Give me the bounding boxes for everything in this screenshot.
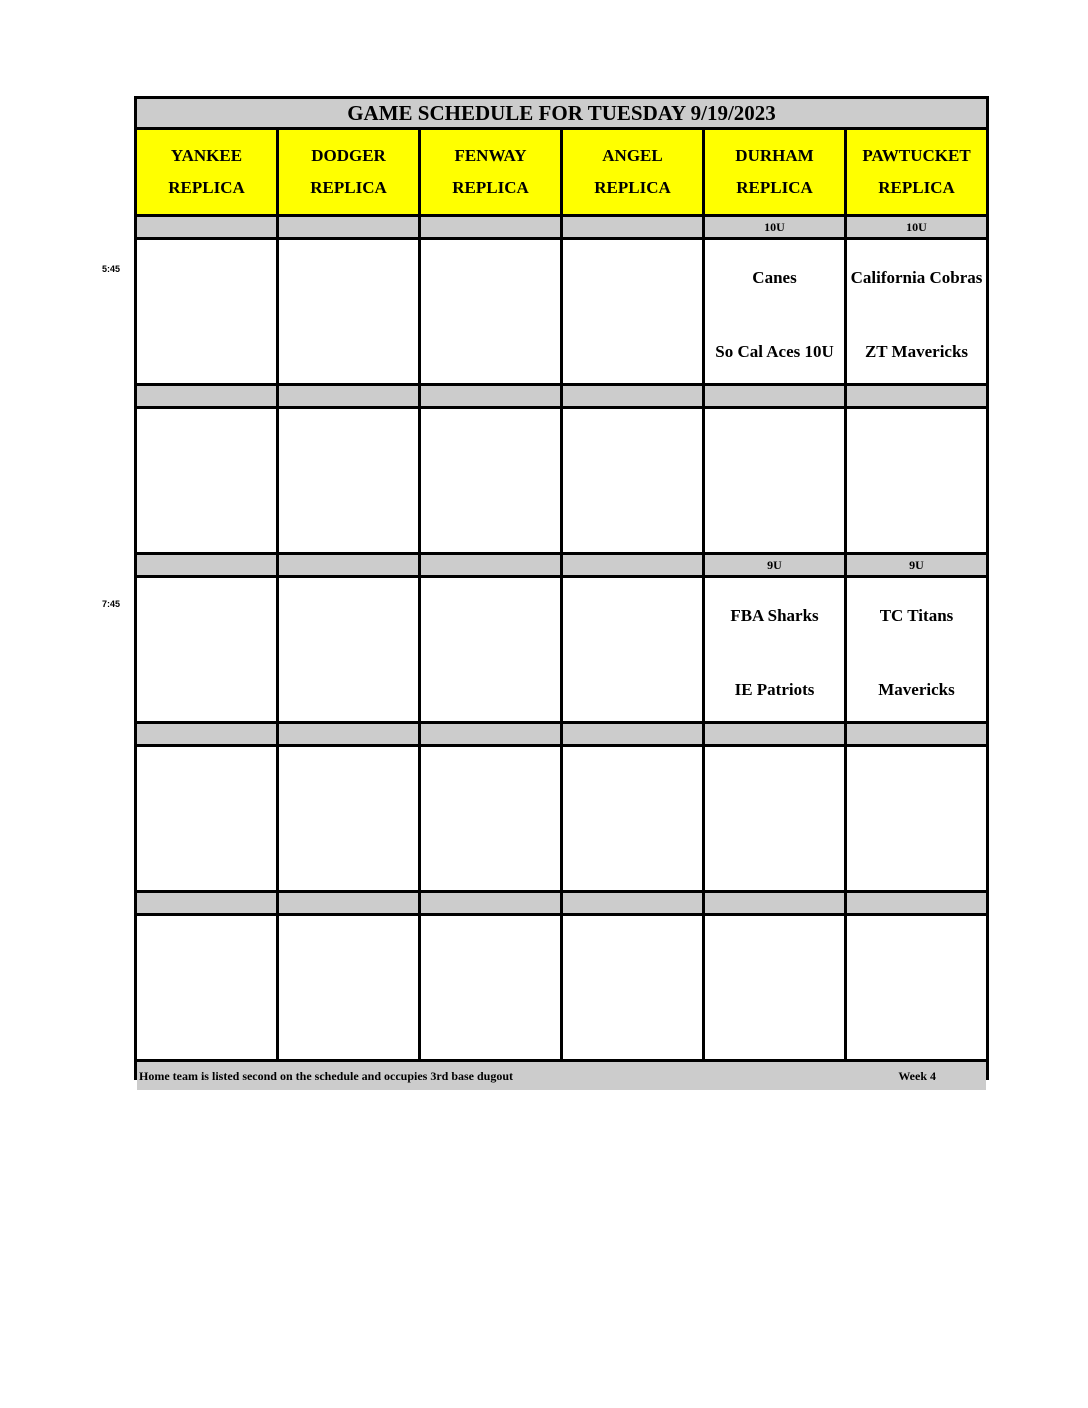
division-band	[137, 893, 276, 913]
time-label: 7:45	[102, 599, 121, 609]
game-slot	[421, 409, 560, 552]
division-band	[847, 386, 986, 406]
division-band: 9U	[847, 555, 986, 575]
division-band	[279, 217, 418, 237]
field-type: REPLICA	[594, 178, 671, 197]
division-band	[705, 893, 844, 913]
game-slot	[279, 409, 418, 552]
game-slot	[137, 409, 276, 552]
game-slot	[563, 747, 702, 890]
division-band	[421, 724, 560, 744]
field-header-angel	[563, 130, 702, 214]
field-name: YANKEE	[170, 146, 243, 165]
division-band	[705, 724, 844, 744]
game-slot	[847, 747, 986, 890]
field-header-yankee	[137, 130, 276, 214]
away-team: TC Titans	[879, 606, 954, 625]
game-slot	[705, 409, 844, 552]
game-slot	[563, 916, 702, 1059]
division-band	[137, 555, 276, 575]
field-name: ANGEL	[602, 146, 663, 165]
game-slot	[421, 240, 560, 383]
game-slot	[847, 409, 986, 552]
division-band	[563, 555, 702, 575]
game-slot	[563, 240, 702, 383]
division-band	[421, 386, 560, 406]
game-slot	[705, 747, 844, 890]
game-slot	[279, 578, 418, 721]
division-band	[279, 386, 418, 406]
page-title: GAME SCHEDULE FOR TUESDAY 9/19/2023	[137, 99, 986, 127]
schedule-table	[134, 96, 989, 1083]
division-band	[137, 217, 276, 237]
field-header-fenway	[421, 130, 560, 214]
division-band	[563, 724, 702, 744]
division-band	[705, 386, 844, 406]
division-band	[563, 386, 702, 406]
game-slot	[421, 916, 560, 1059]
footer-note: Home team is listed second on the schedule and occupies 3rd base dugout	[139, 1068, 514, 1083]
field-type: REPLICA	[452, 178, 529, 197]
schedule-footer	[137, 1062, 986, 1090]
division-band	[137, 386, 276, 406]
home-team: Mavericks	[878, 680, 955, 699]
away-team: FBA Sharks	[730, 606, 819, 625]
field-name: FENWAY	[454, 146, 527, 165]
field-name: PAWTUCKET	[862, 146, 971, 165]
division-band	[137, 724, 276, 744]
home-team: IE Patriots	[734, 680, 815, 699]
division-band	[563, 893, 702, 913]
division-band	[279, 724, 418, 744]
home-team: ZT Mavericks	[864, 342, 969, 361]
game-slot	[137, 578, 276, 721]
game-slot	[421, 578, 560, 721]
division-band	[421, 555, 560, 575]
division-band	[279, 893, 418, 913]
field-type: REPLICA	[310, 178, 387, 197]
time-label: 5:45	[102, 264, 121, 274]
field-type: REPLICA	[878, 178, 955, 197]
field-header-dodger	[279, 130, 418, 214]
game-slot	[137, 240, 276, 383]
division-band: 10U	[705, 217, 844, 237]
week-label: Week 4	[898, 1068, 936, 1083]
field-type: REPLICA	[736, 178, 813, 197]
game-slot	[847, 916, 986, 1059]
away-team: Canes	[752, 268, 797, 287]
division-band	[847, 893, 986, 913]
field-name: DODGER	[311, 146, 386, 165]
division-band	[421, 217, 560, 237]
game-slot	[705, 240, 844, 383]
division-band: 10U	[847, 217, 986, 237]
home-team: So Cal Aces 10U	[715, 342, 834, 361]
division-band	[279, 555, 418, 575]
game-slot	[563, 409, 702, 552]
field-type: REPLICA	[168, 178, 245, 197]
away-team: California Cobras	[850, 268, 983, 287]
division-band	[847, 724, 986, 744]
field-header-pawtucket	[847, 130, 986, 214]
division-band	[563, 217, 702, 237]
division-band: 9U	[705, 555, 844, 575]
game-slot	[421, 747, 560, 890]
game-slot	[847, 578, 986, 721]
game-slot	[279, 916, 418, 1059]
game-slot	[279, 747, 418, 890]
field-header-durham	[705, 130, 844, 214]
game-slot	[705, 578, 844, 721]
game-slot	[137, 916, 276, 1059]
game-slot	[705, 916, 844, 1059]
game-slot	[137, 747, 276, 890]
division-band	[421, 893, 560, 913]
field-name: DURHAM	[735, 146, 814, 165]
game-slot	[279, 240, 418, 383]
game-slot	[563, 578, 702, 721]
game-slot	[847, 240, 986, 383]
